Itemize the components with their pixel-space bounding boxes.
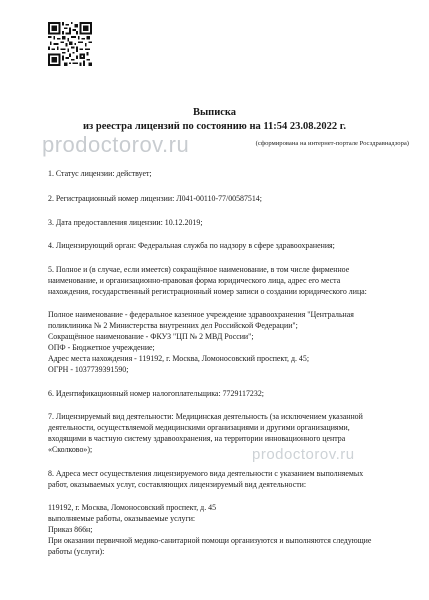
- text-line: «Сколково»);: [48, 445, 93, 454]
- item-registration-number: 2. Регистрационный номер лицензии: Л041-00110-77/00587514;: [48, 194, 262, 203]
- text-line: 5. Полное и (в случае, если имеется) сокращённое наименование, в том числе фирменное: [48, 264, 350, 274]
- org-address: Адрес места нахождения - 119192, г. Москва, Ломоносовский проспект, д. 45;: [48, 354, 310, 363]
- watermark-bottom: prodoctorov.ru: [252, 446, 355, 463]
- document-title: Выписка: [192, 107, 237, 118]
- services-label: выполняемые работы, оказываемые услуги:: [48, 514, 196, 523]
- item-licensing-authority: 4. Лицензирующий орган: Федеральная служба по надзору в сфере здравоохранения;: [48, 241, 335, 250]
- qr-code-icon: [48, 22, 92, 66]
- services-intro: При оказании первичной медико-санитарной помощи организуются и выполняются следующие: [48, 536, 372, 545]
- item-legal-entity-heading: [48, 264, 404, 297]
- text-line: деятельности, осуществляемой медицинскими организациями и другими организациями,: [48, 423, 350, 432]
- item-license-status: 1. Статус лицензии: действует;: [48, 169, 152, 178]
- item-activity-addresses: [48, 468, 404, 490]
- item-inn: 6. Идентификационный номер налогоплательщика: 7729117232;: [48, 388, 264, 398]
- address-services: [48, 502, 404, 557]
- services-intro-cont: работы (услуги):: [48, 547, 105, 556]
- text-line: входящими в частную систему здравоохранения, на территории инновационного центра: [48, 434, 346, 443]
- generated-note: (сформирована на интернет-портале Росздравнадзора): [255, 140, 409, 147]
- text-line: 7. Лицензируемый вид деятельности: Медицинская деятельность (за исключением указанной: [48, 412, 363, 421]
- watermark-top: prodoctorov.ru: [42, 132, 190, 157]
- document-body: [48, 168, 404, 570]
- organization-details: [48, 309, 404, 375]
- text-line: 8. Адреса мест осуществления лицензируемого вида деятельности с указанием выполняемых: [48, 468, 364, 478]
- org-full-name: Полное наименование - федеральное казенное учреждение здравоохранения "Центральная: [48, 310, 354, 319]
- org-legal-form: ОПФ - Бюджетное учреждение;: [48, 343, 155, 352]
- text-line: нахождения, государственный регистрационный номер записи о создании юридического лица:: [48, 286, 367, 296]
- service-address: 119192, г. Москва, Ломоносовский проспект, д. 45: [48, 503, 217, 512]
- text-line: работ, оказываемых услуг, составляющих лицензируемый вид деятельности:: [48, 479, 307, 489]
- org-short-name: Сокращённое наименование - ФКУЗ "ЦП № 2 МВД России";: [48, 332, 254, 341]
- order-reference: Приказ 866н;: [48, 525, 93, 534]
- item-license-date: 3. Дата предоставления лицензии: 10.12.2019;: [48, 217, 203, 227]
- org-ogrn: ОГРН - 1037739391590;: [48, 365, 129, 374]
- document-subtitle: из реестра лицензий по состоянию на 11:54 23.08.2022 г.: [82, 121, 347, 132]
- text-line: наименование, и организационно-правовая форма юридического лица, адрес его места: [48, 275, 341, 285]
- org-full-name-cont: поликлиника № 2 Министерства внутренних дел Российской Федерации";: [48, 321, 298, 330]
